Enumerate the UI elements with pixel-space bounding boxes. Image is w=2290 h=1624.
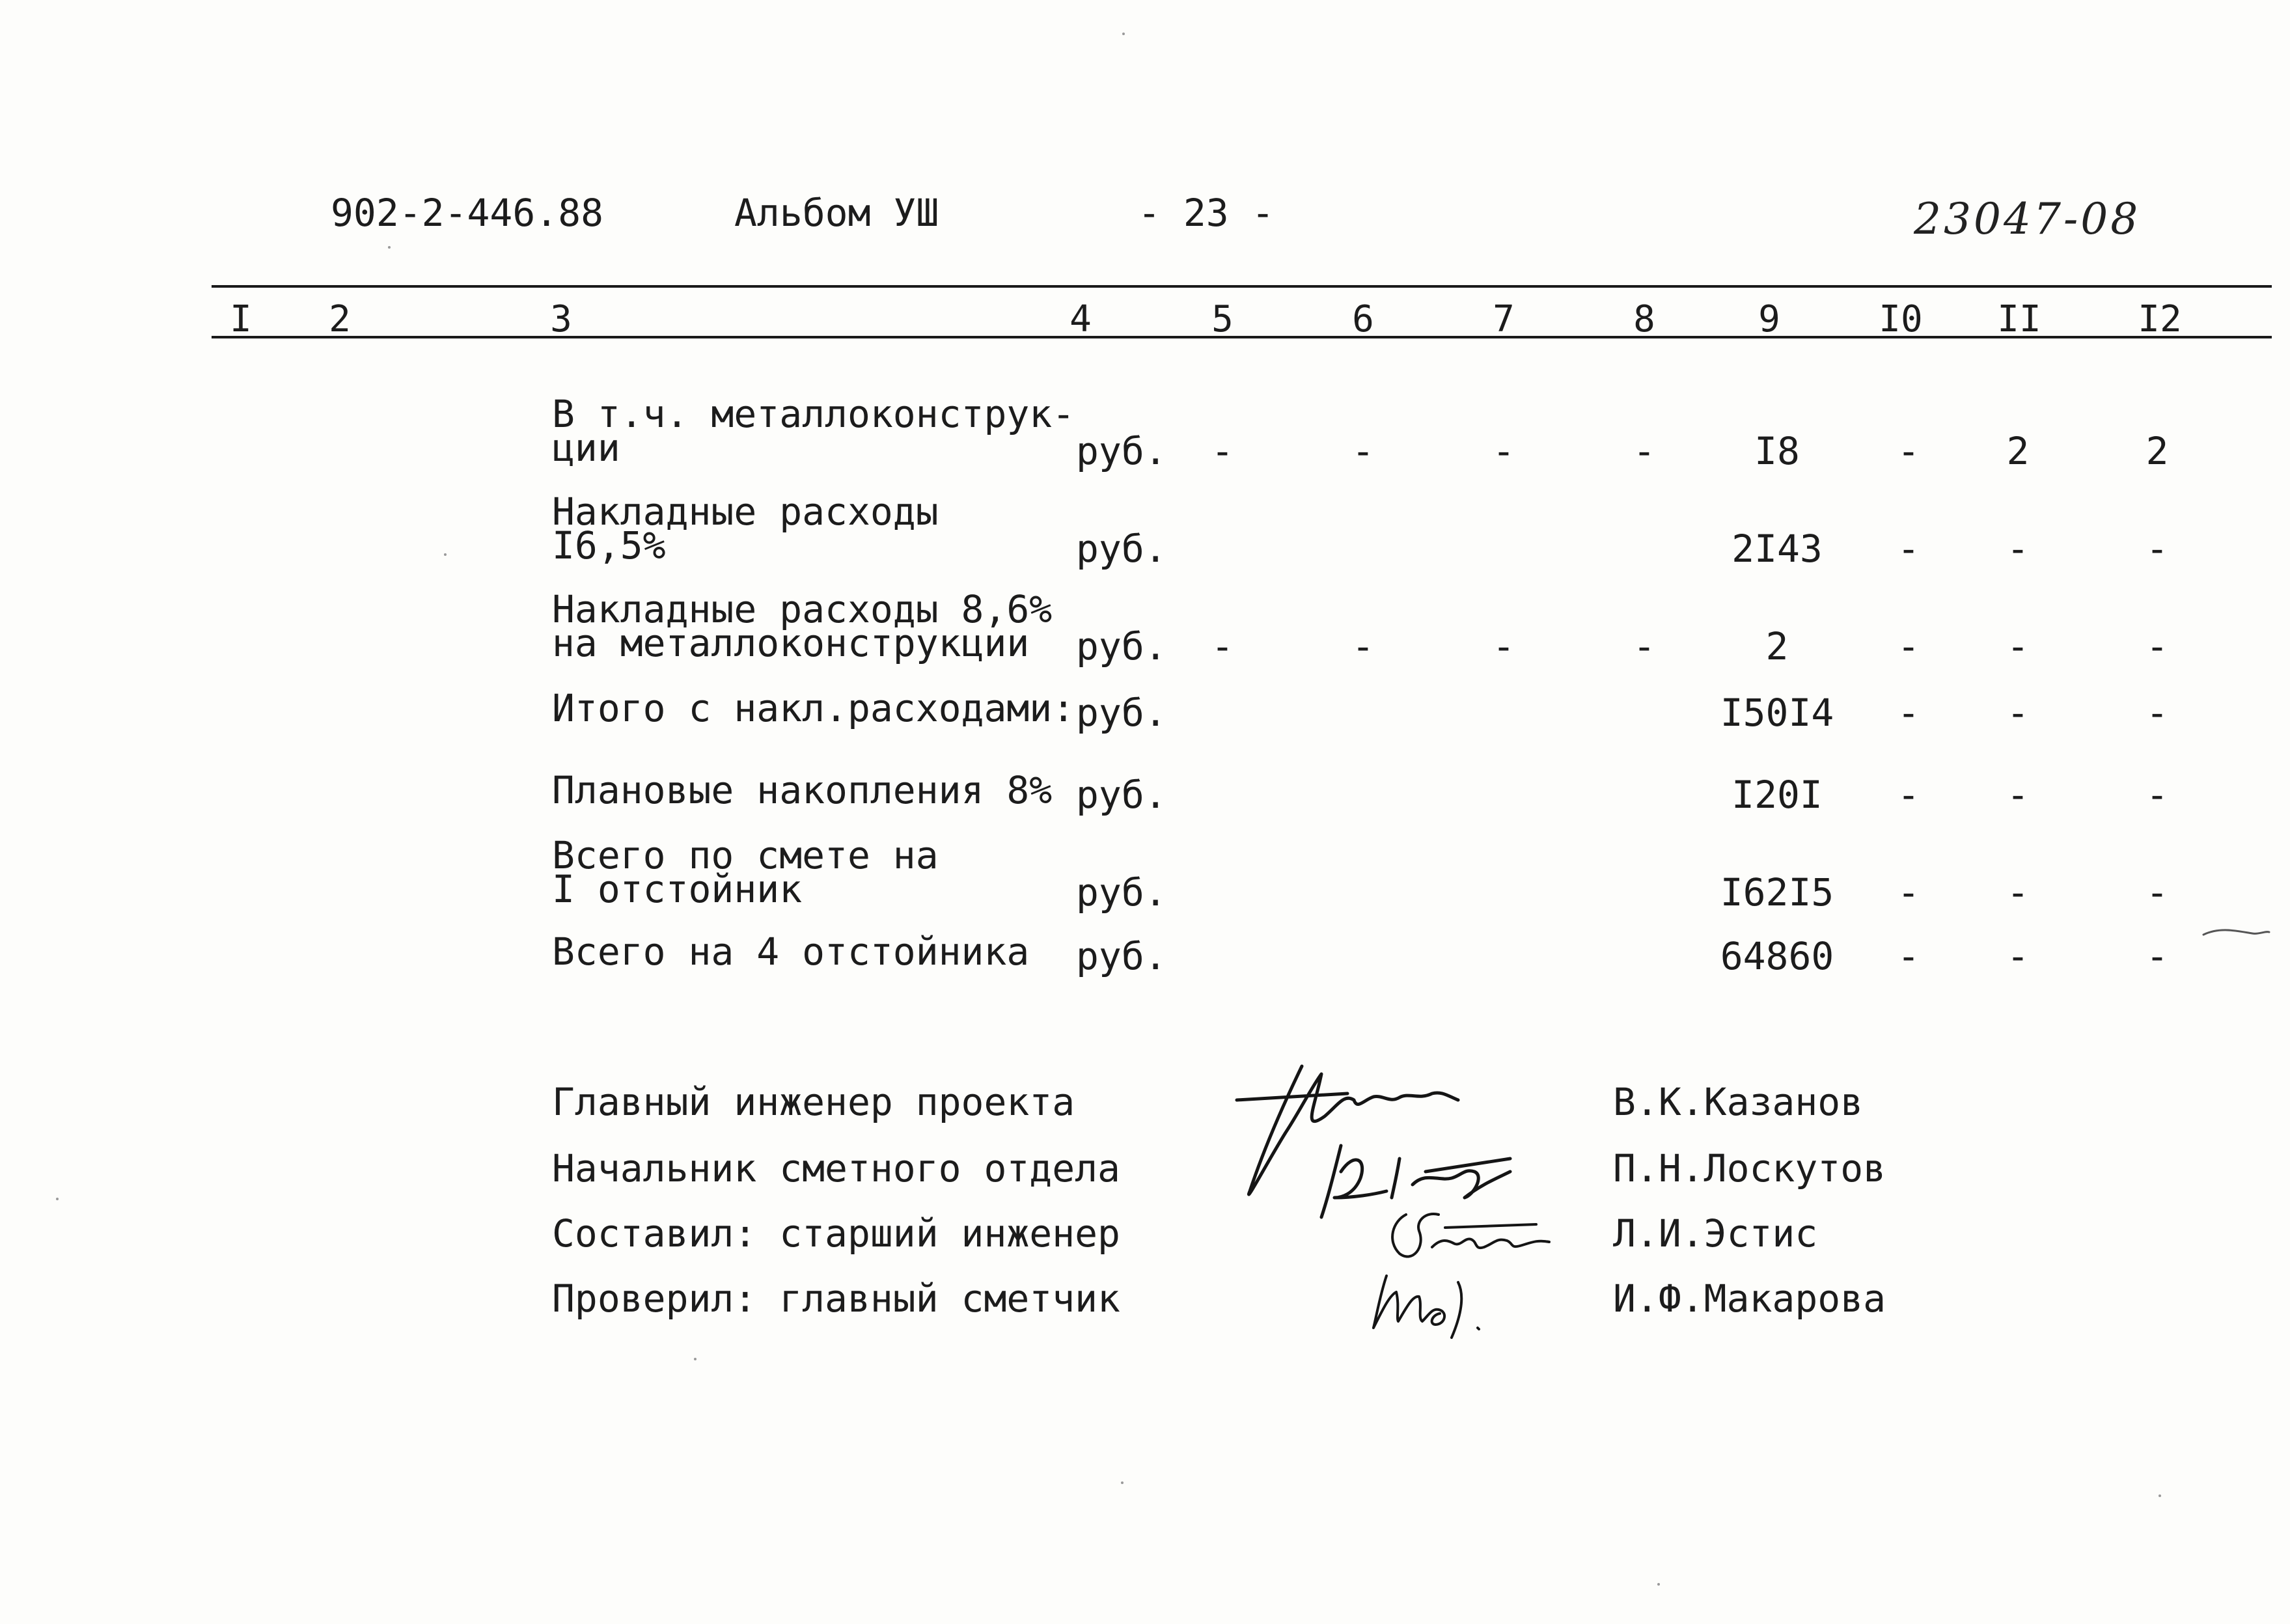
project-code: 902-2-446.88: [331, 191, 604, 235]
scan-speck: [444, 553, 447, 556]
cell-c12: -: [2145, 934, 2169, 978]
column-number: 8: [1633, 298, 1655, 340]
cell-c11: -: [2006, 934, 2030, 978]
cell-c5: -: [1211, 624, 1234, 668]
page-number: - 23 -: [1138, 191, 1275, 235]
cell-c9: 64860: [1720, 934, 1834, 978]
cell-c11: 2: [2006, 429, 2030, 473]
signer-role: Проверил: главный сметчик: [552, 1276, 1120, 1321]
signer-name: П.Н.Лоскутов: [1613, 1146, 1886, 1190]
cell-c10: -: [1897, 429, 1920, 473]
column-number: 9: [1758, 298, 1780, 340]
cell-c10: -: [1897, 870, 1920, 915]
cell-c6: -: [1351, 429, 1375, 473]
cell-c10: -: [1897, 624, 1920, 668]
column-number: I0: [1879, 298, 1923, 340]
cell-c12: -: [2145, 527, 2169, 571]
scan-mark: [2200, 922, 2272, 941]
cell-c7: -: [1492, 429, 1515, 473]
row-label: Накладные расходы I6,5%: [552, 489, 939, 568]
scan-speck: [1121, 1481, 1124, 1484]
scan-speck: [1122, 33, 1125, 35]
signer-role: Главный инженер проекта: [552, 1080, 1075, 1124]
scan-speck: [694, 1358, 697, 1360]
cell-c10: -: [1897, 527, 1920, 571]
row-unit: руб.: [1076, 624, 1167, 668]
column-number: 5: [1211, 298, 1234, 340]
cell-c12: -: [2145, 624, 2169, 668]
row-label: Всего по смете на I отстойник: [552, 833, 939, 911]
cell-c8: -: [1633, 429, 1656, 473]
cell-c11: -: [2006, 691, 2030, 735]
document-code: 23047-08: [1914, 194, 2141, 244]
cell-c9: 2I43: [1731, 527, 1823, 571]
row-label: Итого с накл.расходами:: [552, 686, 1075, 730]
cell-c9: I62I5: [1720, 870, 1834, 915]
cell-c12: -: [2145, 691, 2169, 735]
row-label: В т.ч. металлоконструк- ции: [552, 392, 1075, 470]
cell-c11: -: [2006, 870, 2030, 915]
cell-c9: 2: [1765, 624, 1789, 668]
cell-c10: -: [1897, 691, 1920, 735]
row-unit: руб.: [1076, 934, 1167, 978]
cell-c10: -: [1897, 773, 1920, 817]
scan-speck: [388, 246, 391, 249]
table-top-rule: [212, 285, 2272, 288]
cell-c11: -: [2006, 624, 2030, 668]
row-label: Плановые накопления 8%: [552, 768, 1053, 812]
row-unit: руб.: [1076, 429, 1167, 473]
cell-c6: -: [1351, 624, 1375, 668]
cell-c5: -: [1211, 429, 1234, 473]
cell-c9: I50I4: [1720, 691, 1834, 735]
cell-c10: -: [1897, 934, 1920, 978]
column-number: 6: [1352, 298, 1374, 340]
column-number: I2: [2138, 298, 2182, 340]
cell-c8: -: [1633, 624, 1656, 668]
column-number: II: [1997, 298, 2041, 340]
column-number: 2: [329, 298, 351, 340]
signature-makarova: [1367, 1256, 1523, 1347]
cell-c9: I20I: [1731, 773, 1823, 817]
signer-name: В.К.Казанов: [1613, 1080, 1864, 1124]
scan-speck: [56, 1198, 59, 1200]
cell-c9: I8: [1754, 429, 1800, 473]
row-unit: руб.: [1076, 527, 1167, 571]
cell-c12: -: [2145, 870, 2169, 915]
cell-c12: -: [2145, 773, 2169, 817]
column-number: 7: [1493, 298, 1515, 340]
row-unit: руб.: [1076, 773, 1167, 817]
cell-c11: -: [2006, 527, 2030, 571]
row-label: Накладные расходы 8,6% на металлоконструкции: [552, 587, 1053, 665]
column-number: I: [230, 298, 252, 340]
scan-speck: [1657, 1583, 1660, 1586]
column-number: 4: [1069, 298, 1092, 340]
row-unit: руб.: [1076, 691, 1167, 735]
row-label: Всего на 4 отстойника: [552, 929, 1030, 974]
cell-c11: -: [2006, 773, 2030, 817]
scan-speck: [2159, 1494, 2161, 1497]
signer-name: И.Ф.Макарова: [1613, 1276, 1886, 1321]
column-number: 3: [550, 298, 572, 340]
cell-c7: -: [1492, 624, 1515, 668]
cell-c12: 2: [2145, 429, 2169, 473]
signer-role: Составил: старший инженер: [552, 1211, 1120, 1256]
row-unit: руб.: [1076, 870, 1167, 915]
album-label: Альбом УШ: [734, 191, 939, 235]
signer-name: Л.И.Эстис: [1613, 1211, 1818, 1256]
signer-role: Начальник сметного отдела: [552, 1146, 1120, 1190]
